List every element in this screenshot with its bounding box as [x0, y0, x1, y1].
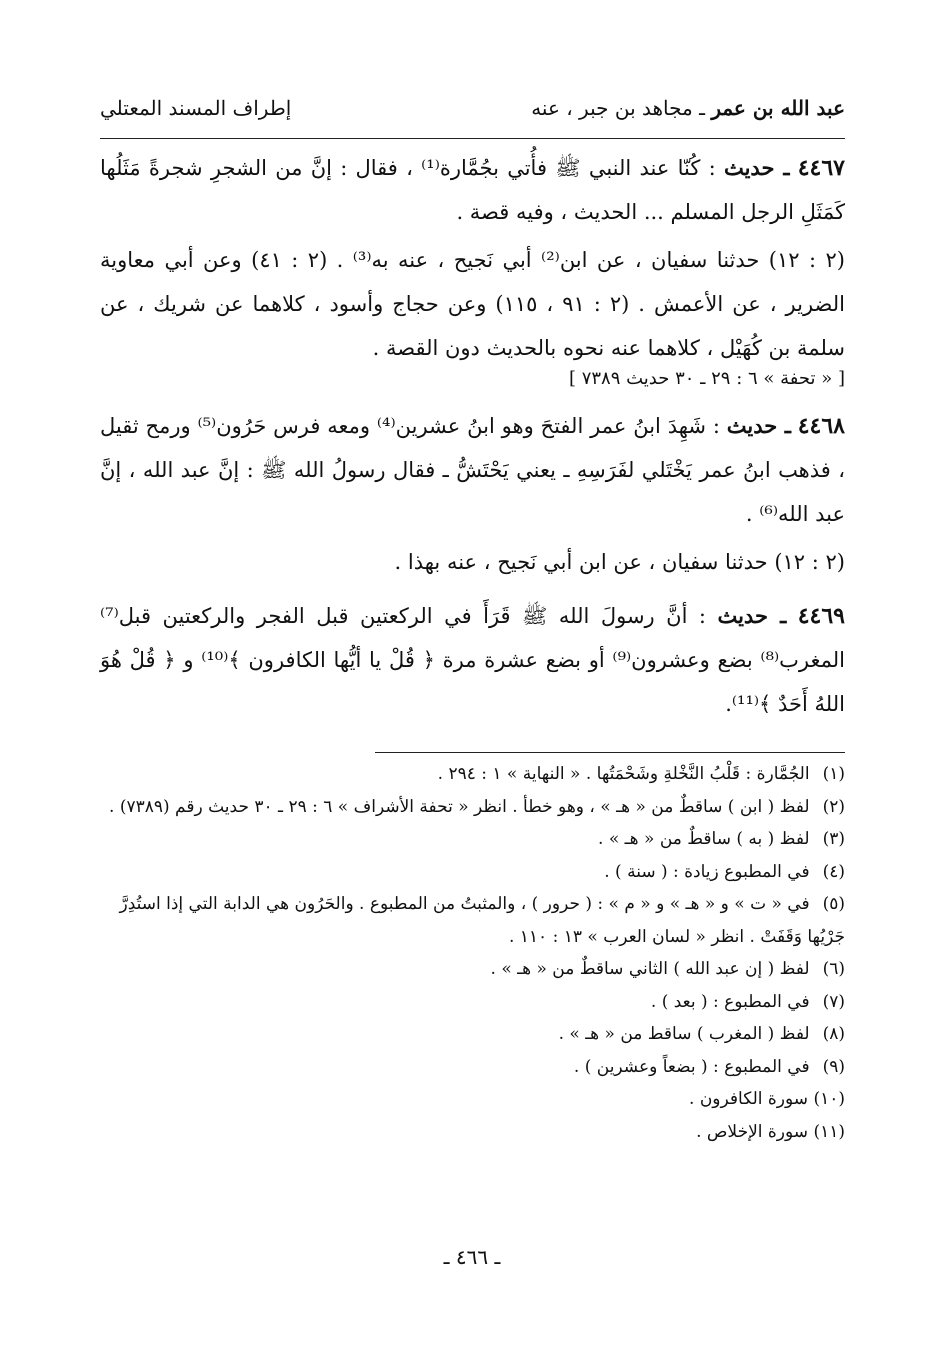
footnote	[100, 791, 845, 824]
hadith-number: ٤٤٦٨	[797, 413, 845, 439]
header-rule	[100, 138, 845, 139]
footnote-mark: (٥)	[822, 894, 845, 914]
hadith-text: ٤٤٦٩ ـ حديث : أنَّ رسولَ الله ﷺ قَرَأَ في الركعتين قبل الفجر والركعتين قبل⁽⁷⁾ المغرب⁽⁸⁾ بضع وعشرون⁽⁹⁾ أو بضع عشرة مرة ﴿ قُلْ يا أيُّها الكافرون ﴾⁽¹⁰⁾ و ﴿ قُلْ هُوَ اللهُ أَحَدٌ ﴾⁽¹¹⁾.	[100, 603, 846, 716]
hadith-number: ٤٤٦٩	[797, 603, 845, 629]
tuhfa-reference: [ « تحفة » ٦ : ٢٩ ـ ٣٠ حديث ٧٣٨٩ ]	[568, 368, 845, 389]
hadith-keyword: حديث	[717, 603, 768, 628]
hadith-keyword: حديث	[723, 155, 775, 180]
hadith-entry	[100, 404, 845, 584]
running-header	[100, 96, 845, 130]
hadith-body: : كُنّا عند النبي ﷺ فأُتي بجُمَّارة⁽¹⁾ ، فقال : إنَّ من الشجرِ شجرةً مَثَلُها كَمَثَلِ الرجل المسلم ... الحديث ، وفيه قصة .	[100, 156, 845, 224]
footnote	[100, 953, 845, 986]
footnote-mark: (٦)	[822, 959, 845, 979]
hadith-keyword: حديث	[726, 413, 778, 438]
footnote-text: في المطبوع : ( بضعاً وعشرين ) .	[573, 1056, 810, 1077]
footnote-mark: (٧)	[822, 991, 845, 1012]
footnote-rule	[375, 752, 845, 753]
main-text	[100, 146, 845, 736]
footnote-mark: (١١)	[813, 1121, 845, 1142]
footnote-text: لفظ ( به ) ساقطٌ من « هـ » .	[598, 829, 810, 849]
hadith-isnad: (٢ : ١٢) حدثنا سفيان ، عن ابن⁽²⁾ أبي نَجيح ، عنه به⁽³⁾ . (٢ : ٤١) وعن أبي معاوية الضرير ، عن الأعمش . (٢ : ٩١ ، ١١٥) وعن حجاج وأسود ، كلاهما عن شريك ، عن سلمة بن كُهَيْل ، كلاهما عنه نحوه بالحديث دون القصة .	[100, 248, 845, 360]
footnote-mark: (٣)	[822, 829, 845, 849]
footnote	[100, 1018, 845, 1051]
footnote-mark: (١)	[822, 764, 845, 784]
footnotes	[100, 758, 845, 1148]
footnote	[100, 1051, 845, 1084]
footnote-text: لفظ ( إن عبد الله ) الثاني ساقطٌ من « هـ » .	[490, 959, 810, 979]
footnote-mark: (٢)	[822, 796, 845, 817]
footnote	[100, 986, 845, 1019]
hadith-isnad: (٢ : ١٢) حدثنا سفيان ، عن ابن أبي نَجيح ، عنه بهذا .	[394, 550, 845, 574]
hadith-body: : أنَّ رسولَ الله ﷺ قَرَأَ في الركعتين قبل الفجر والركعتين قبل⁽⁷⁾ المغرب⁽⁸⁾ بضع وعشرون⁽⁹⁾ أو بضع عشرة مرة ﴿ قُلْ يا أيُّها الكافرون ﴾⁽¹⁰⁾ و ﴿ قُلْ هُوَ اللهُ أَحَدٌ ﴾⁽¹¹⁾.	[100, 604, 846, 716]
footnote-text: لفظ ( المغرب ) ساقط من « هـ » .	[558, 1024, 810, 1044]
hadith-text: ٤٤٦٨ ـ حديث : شَهِدَ ابنُ عمر الفتحَ وهو ابنُ عشرين⁽⁴⁾ ومعه فرس حَرُون⁽⁵⁾ ورمح ثقيل ، فذهب ابنُ عمر يَخْتَلي لفَرَسِهِ ـ يعني يَحْتَشُّ ـ فقال رسولُ الله ﷺ : إنَّ عبد الله ، إنَّ عبد الله⁽⁶⁾ .	[100, 413, 845, 526]
footnote-mark: (٨)	[822, 1024, 845, 1044]
footnote-text: في « ت » و « هـ » و « م » : ( حرور ) ، والمثبتُ من المطبوع . والحَرُون هي الدابة التي إذا استُدِرَّ جَرْيُها وَقَفَتْ . انظر « لسان العرب » ١٣ : ١١٠ .	[119, 894, 845, 947]
footnote-mark: (١٠)	[813, 1089, 845, 1109]
hadith-number: ٤٤٦٧	[797, 155, 845, 181]
hadith-entry	[100, 594, 845, 726]
footnote-text: سورة الإخلاص .	[696, 1121, 809, 1142]
footnote-text: في المطبوع : ( بعد ) .	[650, 991, 810, 1012]
footnote-mark: (٩)	[822, 1056, 845, 1077]
footnote	[100, 856, 845, 889]
footnote	[100, 823, 845, 856]
footnote-text: سورة الكافرون .	[689, 1089, 809, 1109]
header-book-title: إطراف المسند المعتلي	[100, 96, 292, 120]
hadith-body: : شَهِدَ ابنُ عمر الفتحَ وهو ابنُ عشرين⁽⁴⁾ ومعه فرس حَرُون⁽⁵⁾ ورمح ثقيل ، فذهب ابنُ عمر يَخْتَلي لفَرَسِهِ ـ يعني يَحْتَشُّ ـ فقال رسولُ الله ﷺ : إنَّ عبد الله ، إنَّ عبد الله⁽⁶⁾ .	[100, 414, 845, 526]
page-number: ـ ٤٦٦ ـ	[443, 1245, 501, 1269]
hadith-entry	[100, 146, 845, 394]
footnote	[100, 888, 845, 953]
header-chapter-name: عبد الله بن عمر	[711, 96, 845, 120]
footnote	[100, 1116, 845, 1149]
hadith-text: ٤٤٦٧ ـ حديث : كُنّا عند النبي ﷺ فأُتي بجُمَّارة⁽¹⁾ ، فقال : إنَّ من الشجرِ شجرةً مَثَلُها كَمَثَلِ الرجل المسلم ... الحديث ، وفيه قصة .	[100, 155, 845, 224]
footnote-mark: (٤)	[822, 861, 845, 882]
footnote-text: لفظ ( ابن ) ساقطٌ من « هـ » ، وهو خطأ . انظر « تحفة الأشراف » ٦ : ٢٩ ـ ٣٠ حديث رقم (٧٣٨٩) .	[109, 796, 810, 817]
footnote-text: الجُمَّارة : قَلْبُ النَّخْلةِ وشَحْمَتُها . « النهاية » ١ : ٢٩٤ .	[437, 764, 810, 784]
footnote	[100, 758, 845, 791]
header-chapter	[531, 96, 845, 120]
header-chapter-sub: ـ مجاهد بن جبر ، عنه	[531, 96, 712, 120]
footnote	[100, 1083, 845, 1116]
footnote-text: في المطبوع زيادة : ( سنة ) .	[604, 861, 810, 882]
